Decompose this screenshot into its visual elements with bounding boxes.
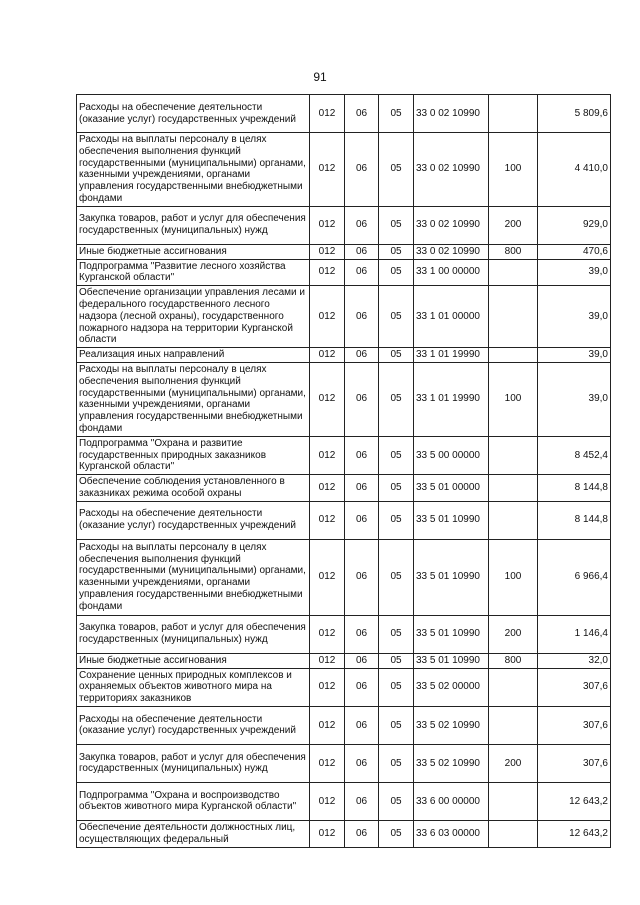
budget-table-body (77, 95, 611, 848)
row-name-cell: Обеспечение организации управления лесами и федерального государственного лесного надзора (лесной охраны), государственного пожарного надзора на территории Курганской области (77, 286, 310, 348)
subsection-code-cell: 05 (379, 744, 414, 782)
expense-type-cell: 200 (489, 615, 538, 653)
section-code-cell: 06 (345, 653, 379, 668)
amount-cell: 12 643,2 (538, 820, 611, 847)
section-code-cell: 06 (345, 133, 379, 207)
target-article-cell: 33 5 02 10990 (414, 744, 489, 782)
table-row (77, 668, 611, 706)
subsection-code-cell: 05 (379, 782, 414, 820)
amount-cell: 307,6 (538, 668, 611, 706)
expense-type-cell: 200 (489, 744, 538, 782)
row-name-cell: Закупка товаров, работ и услуг для обеспечения государственных (муниципальных) нужд (77, 206, 310, 244)
table-row (77, 348, 611, 363)
table-row (77, 501, 611, 539)
row-name-cell: Расходы на обеспечение деятельности (оказание услуг) государственных учреждений (77, 95, 310, 133)
ministry-code-cell: 012 (310, 244, 345, 259)
row-name-cell: Подпрограмма "Охрана и развитие государственных природных заказников Курганской области" (77, 436, 310, 474)
subsection-code-cell: 05 (379, 244, 414, 259)
row-name-cell: Расходы на обеспечение деятельности (оказание услуг) государственных учреждений (77, 501, 310, 539)
expense-type-cell: 100 (489, 539, 538, 615)
section-code-cell: 06 (345, 362, 379, 436)
table-row (77, 820, 611, 847)
row-name-cell: Иные бюджетные ассигнования (77, 244, 310, 259)
expense-type-cell (489, 259, 538, 286)
section-code-cell: 06 (345, 782, 379, 820)
expense-type-cell (489, 706, 538, 744)
table-row (77, 286, 611, 348)
amount-cell: 307,6 (538, 744, 611, 782)
ministry-code-cell: 012 (310, 653, 345, 668)
target-article-cell: 33 1 01 00000 (414, 286, 489, 348)
amount-cell: 470,6 (538, 244, 611, 259)
target-article-cell: 33 5 01 00000 (414, 475, 489, 502)
target-article-cell: 33 5 01 10990 (414, 615, 489, 653)
subsection-code-cell: 05 (379, 539, 414, 615)
section-code-cell: 06 (345, 706, 379, 744)
ministry-code-cell: 012 (310, 706, 345, 744)
target-article-cell: 33 0 02 10990 (414, 206, 489, 244)
target-article-cell: 33 5 01 10990 (414, 501, 489, 539)
row-name-cell: Расходы на обеспечение деятельности (оказание услуг) государственных учреждений (77, 706, 310, 744)
target-article-cell: 33 0 02 10990 (414, 95, 489, 133)
expense-type-cell: 200 (489, 206, 538, 244)
table-row (77, 706, 611, 744)
ministry-code-cell: 012 (310, 133, 345, 207)
subsection-code-cell: 05 (379, 475, 414, 502)
row-name-cell: Сохранение ценных природных комплексов и охраняемых объектов животного мира на территориях заказников (77, 668, 310, 706)
row-name-cell: Расходы на выплаты персоналу в целях обеспечения выполнения функций государственными (муниципальными) органами, казенными учреждениями, органами управления государственными внебюджетными фондами (77, 362, 310, 436)
table-row (77, 436, 611, 474)
target-article-cell: 33 1 01 19990 (414, 362, 489, 436)
row-name-cell: Закупка товаров, работ и услуг для обеспечения государственных (муниципальных) нужд (77, 615, 310, 653)
amount-cell: 4 410,0 (538, 133, 611, 207)
amount-cell: 8 452,4 (538, 436, 611, 474)
expense-type-cell: 100 (489, 133, 538, 207)
subsection-code-cell: 05 (379, 820, 414, 847)
expense-type-cell (489, 348, 538, 363)
row-name-cell: Расходы на выплаты персоналу в целях обеспечения выполнения функций государственными (муниципальными) органами, казенными учреждениями, органами управления государственными внебюджетными фондами (77, 539, 310, 615)
section-code-cell: 06 (345, 501, 379, 539)
ministry-code-cell: 012 (310, 348, 345, 363)
amount-cell: 39,0 (538, 259, 611, 286)
subsection-code-cell: 05 (379, 133, 414, 207)
row-name-cell: Подпрограмма "Развитие лесного хозяйства Курганской области" (77, 259, 310, 286)
expense-type-cell (489, 436, 538, 474)
expense-type-cell: 800 (489, 244, 538, 259)
subsection-code-cell: 05 (379, 348, 414, 363)
table-row (77, 615, 611, 653)
expense-type-cell (489, 475, 538, 502)
expense-type-cell (489, 668, 538, 706)
section-code-cell: 06 (345, 95, 379, 133)
section-code-cell: 06 (345, 286, 379, 348)
row-name-cell: Обеспечение соблюдения установленного в заказниках режима особой охраны (77, 475, 310, 502)
ministry-code-cell: 012 (310, 744, 345, 782)
expense-type-cell (489, 820, 538, 847)
table-row (77, 475, 611, 502)
table-row (77, 653, 611, 668)
ministry-code-cell: 012 (310, 539, 345, 615)
ministry-code-cell: 012 (310, 820, 345, 847)
budget-table (76, 94, 611, 848)
ministry-code-cell: 012 (310, 95, 345, 133)
table-row (77, 244, 611, 259)
subsection-code-cell: 05 (379, 615, 414, 653)
expense-type-cell (489, 95, 538, 133)
ministry-code-cell: 012 (310, 286, 345, 348)
subsection-code-cell: 05 (379, 436, 414, 474)
section-code-cell: 06 (345, 668, 379, 706)
row-name-cell: Иные бюджетные ассигнования (77, 653, 310, 668)
amount-cell: 8 144,8 (538, 475, 611, 502)
subsection-code-cell: 05 (379, 95, 414, 133)
subsection-code-cell: 05 (379, 501, 414, 539)
section-code-cell: 06 (345, 615, 379, 653)
amount-cell: 307,6 (538, 706, 611, 744)
target-article-cell: 33 5 00 00000 (414, 436, 489, 474)
ministry-code-cell: 012 (310, 436, 345, 474)
page-number: 91 (313, 70, 327, 84)
subsection-code-cell: 05 (379, 362, 414, 436)
row-name-cell: Обеспечение деятельности должностных лиц, осуществляющих федеральный (77, 820, 310, 847)
target-article-cell: 33 6 00 00000 (414, 782, 489, 820)
ministry-code-cell: 012 (310, 206, 345, 244)
expense-type-cell (489, 782, 538, 820)
ministry-code-cell: 012 (310, 259, 345, 286)
row-name-cell: Реализация иных направлений (77, 348, 310, 363)
ministry-code-cell: 012 (310, 782, 345, 820)
ministry-code-cell: 012 (310, 668, 345, 706)
subsection-code-cell: 05 (379, 259, 414, 286)
section-code-cell: 06 (345, 206, 379, 244)
section-code-cell: 06 (345, 744, 379, 782)
section-code-cell: 06 (345, 259, 379, 286)
subsection-code-cell: 05 (379, 653, 414, 668)
target-article-cell: 33 1 00 00000 (414, 259, 489, 286)
ministry-code-cell: 012 (310, 362, 345, 436)
ministry-code-cell: 012 (310, 615, 345, 653)
subsection-code-cell: 05 (379, 206, 414, 244)
amount-cell: 39,0 (538, 362, 611, 436)
row-name-cell: Расходы на выплаты персоналу в целях обеспечения выполнения функций государственными (муниципальными) органами, казенными учреждениями, органами управления государственными внебюджетными фондами (77, 133, 310, 207)
target-article-cell: 33 1 01 19990 (414, 348, 489, 363)
section-code-cell: 06 (345, 820, 379, 847)
table-row (77, 539, 611, 615)
target-article-cell: 33 5 02 00000 (414, 668, 489, 706)
amount-cell: 1 146,4 (538, 615, 611, 653)
amount-cell: 5 809,6 (538, 95, 611, 133)
table-row (77, 95, 611, 133)
expense-type-cell: 100 (489, 362, 538, 436)
row-name-cell: Подпрограмма "Охрана и воспроизводство объектов животного мира Курганской области" (77, 782, 310, 820)
target-article-cell: 33 5 01 10990 (414, 539, 489, 615)
target-article-cell: 33 5 02 10990 (414, 706, 489, 744)
table-row (77, 206, 611, 244)
target-article-cell: 33 6 03 00000 (414, 820, 489, 847)
subsection-code-cell: 05 (379, 668, 414, 706)
section-code-cell: 06 (345, 348, 379, 363)
amount-cell: 929,0 (538, 206, 611, 244)
expense-type-cell: 800 (489, 653, 538, 668)
expense-type-cell (489, 286, 538, 348)
subsection-code-cell: 05 (379, 706, 414, 744)
table-row (77, 362, 611, 436)
section-code-cell: 06 (345, 244, 379, 259)
target-article-cell: 33 0 02 10990 (414, 133, 489, 207)
table-row (77, 744, 611, 782)
amount-cell: 32,0 (538, 653, 611, 668)
table-row (77, 133, 611, 207)
target-article-cell: 33 0 02 10990 (414, 244, 489, 259)
subsection-code-cell: 05 (379, 286, 414, 348)
target-article-cell: 33 5 01 10990 (414, 653, 489, 668)
ministry-code-cell: 012 (310, 475, 345, 502)
amount-cell: 12 643,2 (538, 782, 611, 820)
table-row (77, 782, 611, 820)
expense-type-cell (489, 501, 538, 539)
amount-cell: 39,0 (538, 286, 611, 348)
section-code-cell: 06 (345, 436, 379, 474)
amount-cell: 8 144,8 (538, 501, 611, 539)
row-name-cell: Закупка товаров, работ и услуг для обеспечения государственных (муниципальных) нужд (77, 744, 310, 782)
amount-cell: 6 966,4 (538, 539, 611, 615)
ministry-code-cell: 012 (310, 501, 345, 539)
section-code-cell: 06 (345, 539, 379, 615)
section-code-cell: 06 (345, 475, 379, 502)
amount-cell: 39,0 (538, 348, 611, 363)
table-row (77, 259, 611, 286)
